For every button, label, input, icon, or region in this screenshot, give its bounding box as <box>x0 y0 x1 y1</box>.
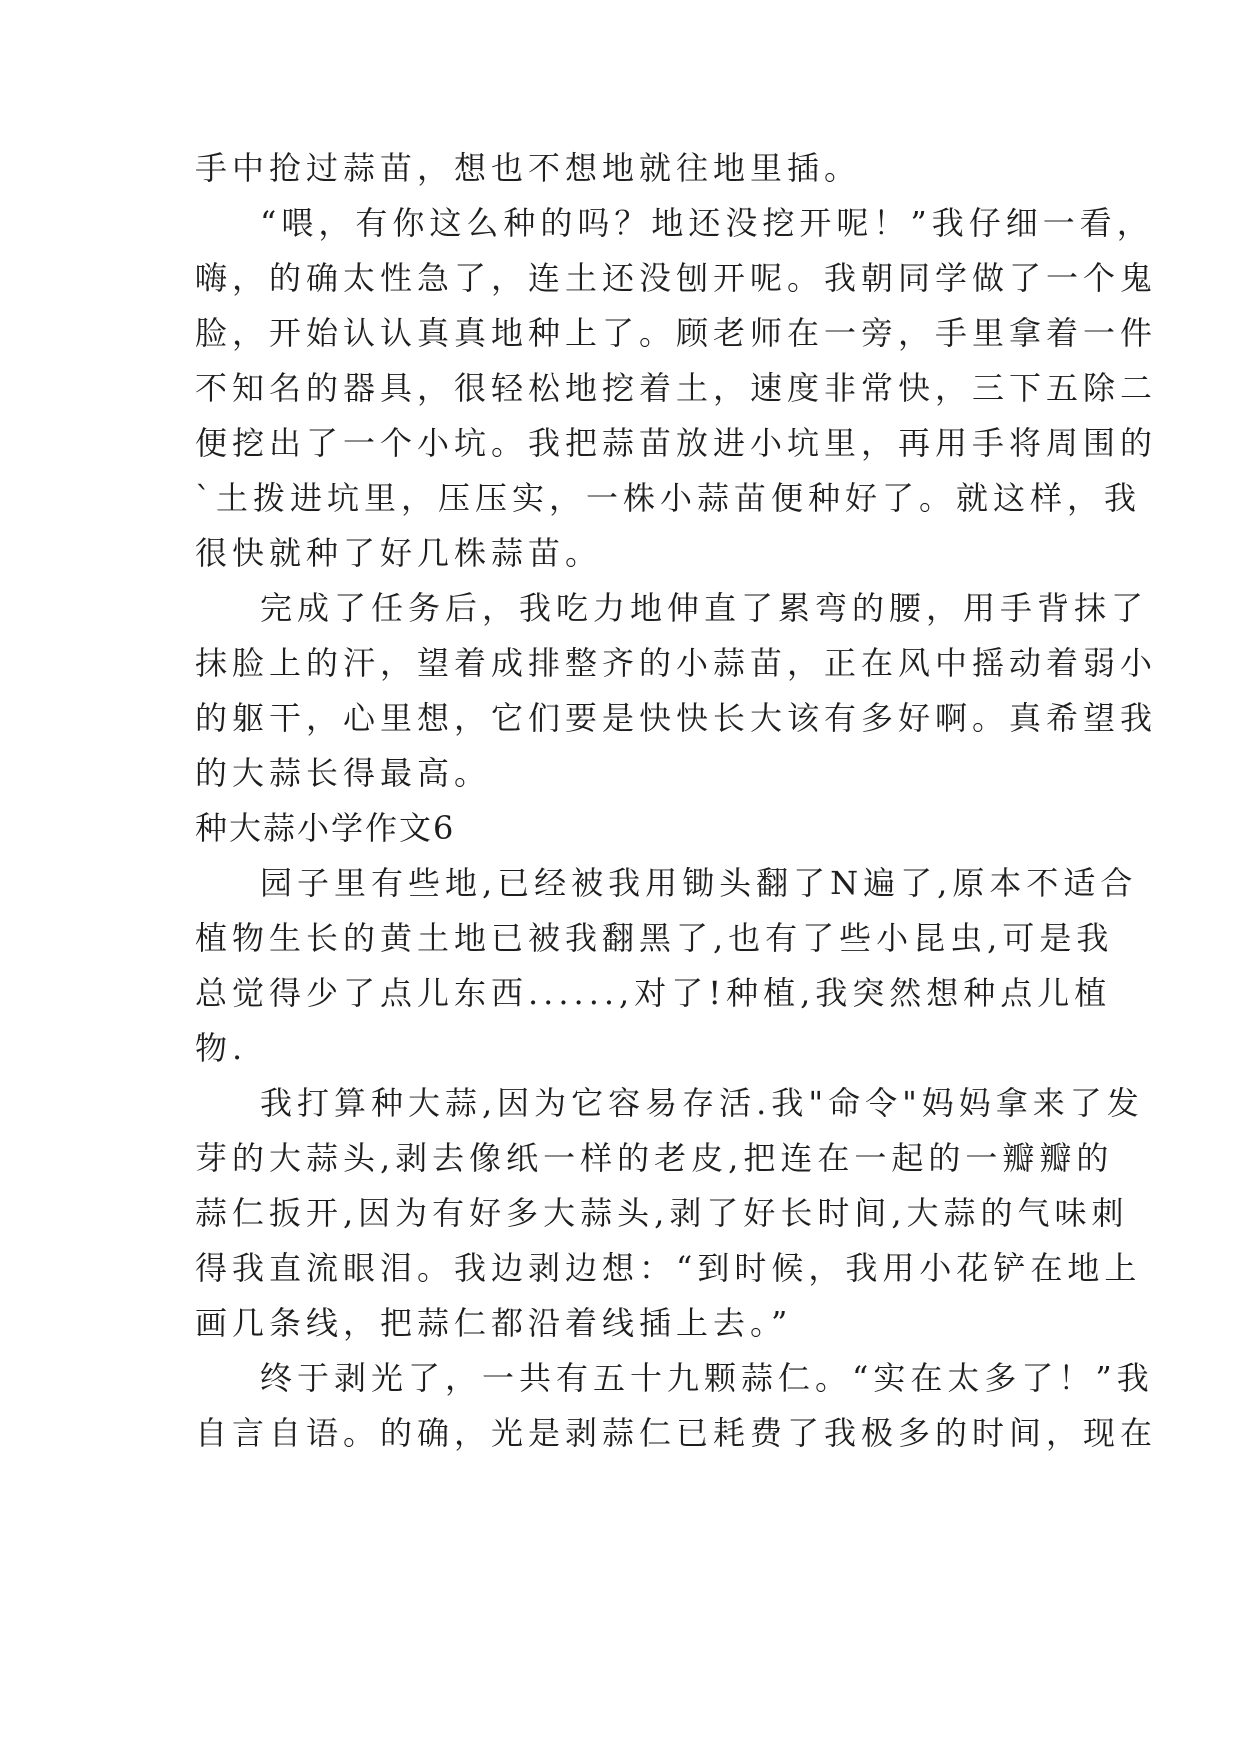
paragraph-first-line: 终于剥光了，一共有五十九颗蒜仁。“实在太多了！”我 <box>260 1359 1154 1397</box>
text-line: 得我直流眼泪。我边剥边想：“到时候，我用小花铲在地上 <box>195 1249 1142 1287</box>
text-line: `土拨进坑里，压压实，一株小蒜苗便种好了。就这样，我 <box>195 479 1142 517</box>
text-line: 不知名的器具，很轻松地挖着土，速度非常快，三下五除二 <box>195 369 1158 407</box>
text-line: 植物生长的黄土地已被我翻黑了,也有了些小昆虫,可是我 <box>195 919 1114 957</box>
text-line: 自言自语。的确，光是剥蒜仁已耗费了我极多的时间，现在 <box>195 1414 1158 1452</box>
text-line: 抹脸上的汗，望着成排整齐的小蒜苗，正在风中摇动着弱小 <box>195 644 1158 682</box>
text-line: 嗨，的确太性急了，连土还没刨开呢。我朝同学做了一个鬼 <box>195 259 1158 297</box>
text-line: 很快就种了好几株蒜苗。 <box>195 534 603 572</box>
text-line: 的大蒜长得最高。 <box>195 754 492 792</box>
paragraph-first-line: 我打算种大蒜,因为它容易存活.我"命令"妈妈拿来了发 <box>260 1084 1144 1122</box>
text-line: 脸，开始认认真真地种上了。顾老师在一旁，手里拿着一件 <box>195 314 1158 352</box>
text-line: 的躯干，心里想，它们要是快快长大该有多好啊。真希望我 <box>195 699 1158 737</box>
text-line: 芽的大蒜头,剥去像纸一样的老皮,把连在一起的一瓣瓣的 <box>195 1139 1114 1177</box>
text-line: 画几条线，把蒜仁都沿着线插上去。” <box>195 1304 793 1342</box>
section-title: 种大蒜小学作文6 <box>195 809 456 847</box>
text-line: 总觉得少了点儿东西......,对了!种植,我突然想种点儿植 <box>195 974 1112 1012</box>
paragraph-first-line: 完成了任务后，我吃力地伸直了累弯的腰，用手背抹了 <box>260 589 1149 627</box>
paragraph-first-line: “喂，有你这么种的吗？地还没挖开呢！”我仔细一看， <box>260 204 1154 242</box>
text-line: 便挖出了一个小坑。我把蒜苗放进小坑里，再用手将周围的 <box>195 424 1158 462</box>
text-line: 手中抢过蒜苗，想也不想地就往地里插。 <box>195 149 862 187</box>
paragraph-first-line: 园子里有些地,已经被我用锄头翻了N遍了,原本不适合 <box>260 864 1138 902</box>
text-line: 物. <box>195 1029 248 1067</box>
text-line: 蒜仁扳开,因为有好多大蒜头,剥了好长时间,大蒜的气味刺 <box>195 1194 1129 1232</box>
